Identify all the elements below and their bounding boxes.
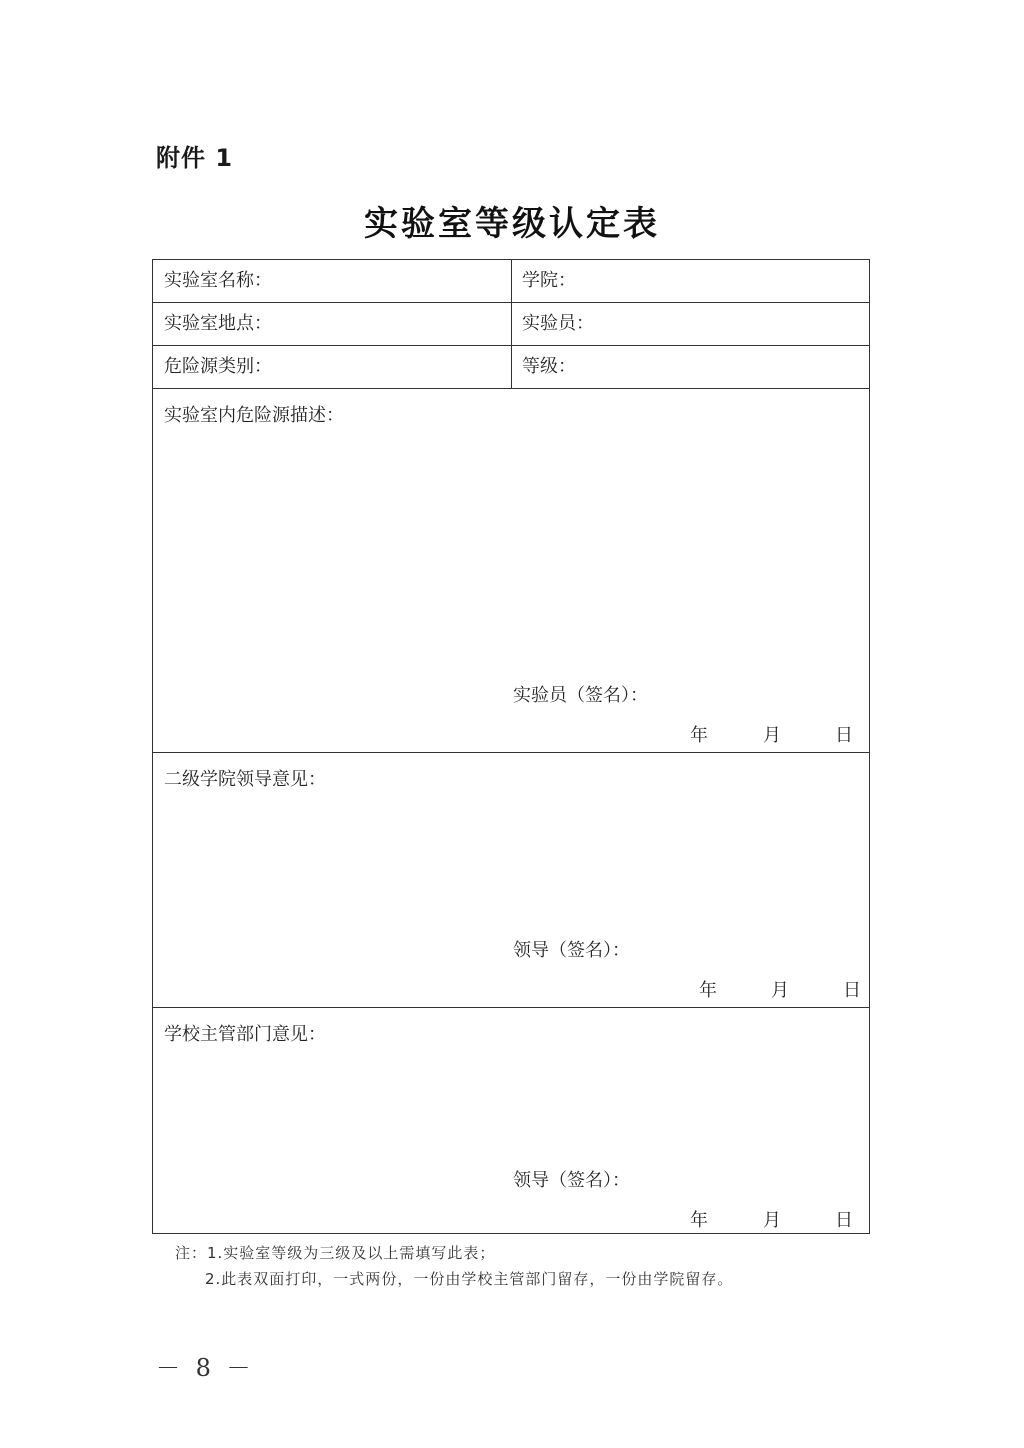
hazard-description-section[interactable] [153,389,869,753]
hazard-category-field[interactable]: 危险源类别： [153,346,512,388]
date-month-label: 月 [763,725,781,746]
date-day-label: 日 [843,980,861,1001]
hazard-description-label: 实验室内危险源描述： [164,405,344,426]
lab-name-field[interactable]: 实验室名称： [153,260,512,302]
form-row-location-technician [153,303,869,346]
date-year-label: 年 [690,1210,708,1231]
college-opinion-section[interactable] [153,753,869,1008]
college-opinion-label: 二级学院领导意见： [164,769,326,790]
attachment-label: 附件 1 [156,144,234,172]
date-year-label: 年 [690,725,708,746]
form-table [152,259,870,1234]
department-opinion-label: 学校主管部门意见： [164,1024,326,1045]
date-month-label: 月 [771,980,789,1001]
form-row-name-college [153,260,869,303]
date-month-label: 月 [763,1210,781,1231]
technician-field[interactable]: 实验员： [522,313,594,334]
note-line-2: 2.此表双面打印，一式两份，一份由学校主管部门留存，一份由学院留存。 [205,1270,734,1288]
page-number: － 8 － [156,1354,255,1382]
department-opinion-section[interactable] [153,1008,869,1233]
date-year-label: 年 [699,980,717,1001]
note-line-1: 注：1.实验室等级为三级及以上需填写此表； [175,1244,496,1262]
document-title: 实验室等级认定表 [364,204,660,244]
date-day-label: 日 [835,725,853,746]
form-notes [175,1240,733,1292]
level-field[interactable]: 等级： [522,356,576,377]
college-field[interactable]: 学院： [522,270,576,291]
date-day-label: 日 [835,1210,853,1231]
lab-location-field[interactable]: 实验室地点： [153,303,512,345]
department-leader-signature-label: 领导（签名）： [513,1170,630,1191]
form-row-hazard-level [153,346,869,389]
college-leader-signature-label: 领导（签名）： [513,940,630,961]
technician-signature-label: 实验员（签名）： [513,685,648,706]
